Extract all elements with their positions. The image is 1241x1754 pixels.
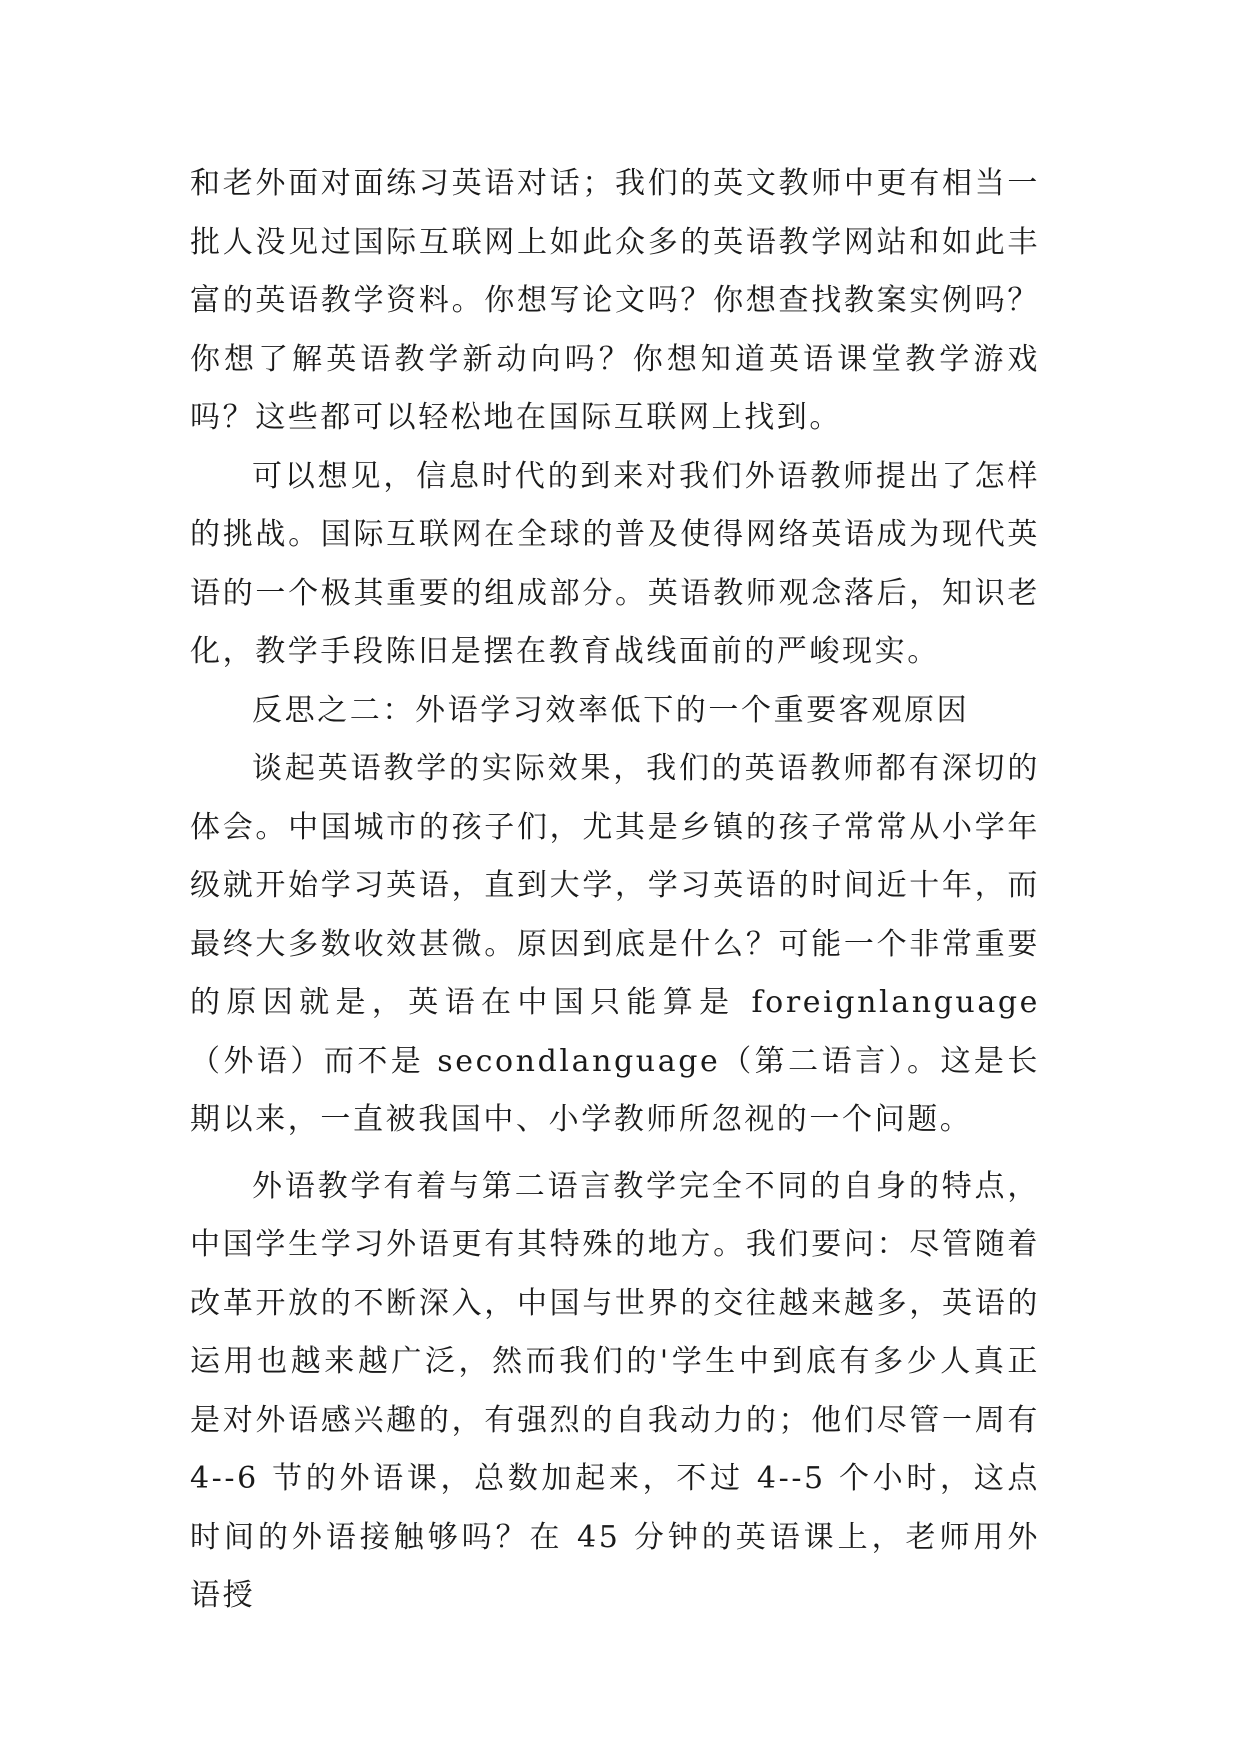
paragraph-1: 和老外面对面练习英语对话；我们的英文教师中更有相当一批人没见过国际互联网上如此众多的英语教学网站和如此丰富的英语教学资料。你想写论文吗？你想查找教案实例吗？你想了解英语教学新动向吗？你想知道英语课堂教学游戏吗？这些都可以轻松地在国际互联网上找到。 [190, 166, 1040, 435]
section-heading: 反思之二：外语学习效率低下的一个重要客观原因 [252, 692, 970, 728]
paragraph-3: 谈起英语教学的实际效果，我们的英语教师都有深切的体会。中国城市的孩子们，尤其是乡镇的孩子常常从小学年级就开始学习英语，直到大学，学习英语的时间近十年，而最终大多数收效甚微。原因到底是什么？可能一个非常重要的原因就是，英语在中国只能算是 foreignlanguage（外语）而不是 secondlanguage（第二语言）。这是长期以来，一直被我国中、小学教师所忽视的一个问题。 [190, 751, 1040, 1137]
document-page [190, 155, 1040, 1626]
paragraph-4: 外语教学有着与第二语言教学完全不同的自身的特点，中国学生学习外语更有其特殊的地方。我们要问：尽管随着改革开放的不断深入，中国与世界的交往越来越多，英语的运用也越来越广泛，然而我们的'学生中到底有多少人真正是对外语感兴趣的，有强烈的自我动力的；他们尽管一周有 4--6 节的外语课，总数加起来，不过 4--5 个小时，这点时间的外语接触够吗？在 45 分钟的英语课上，老师用外语授 [190, 1168, 1040, 1613]
paragraph-2: 可以想见，信息时代的到来对我们外语教师提出了怎样的挑战。国际互联网在全球的普及使得网络英语成为现代英语的一个极其重要的组成部分。英语教师观念落后，知识老化，教学手段陈旧是摆在教育战线面前的严峻现实。 [190, 458, 1040, 669]
